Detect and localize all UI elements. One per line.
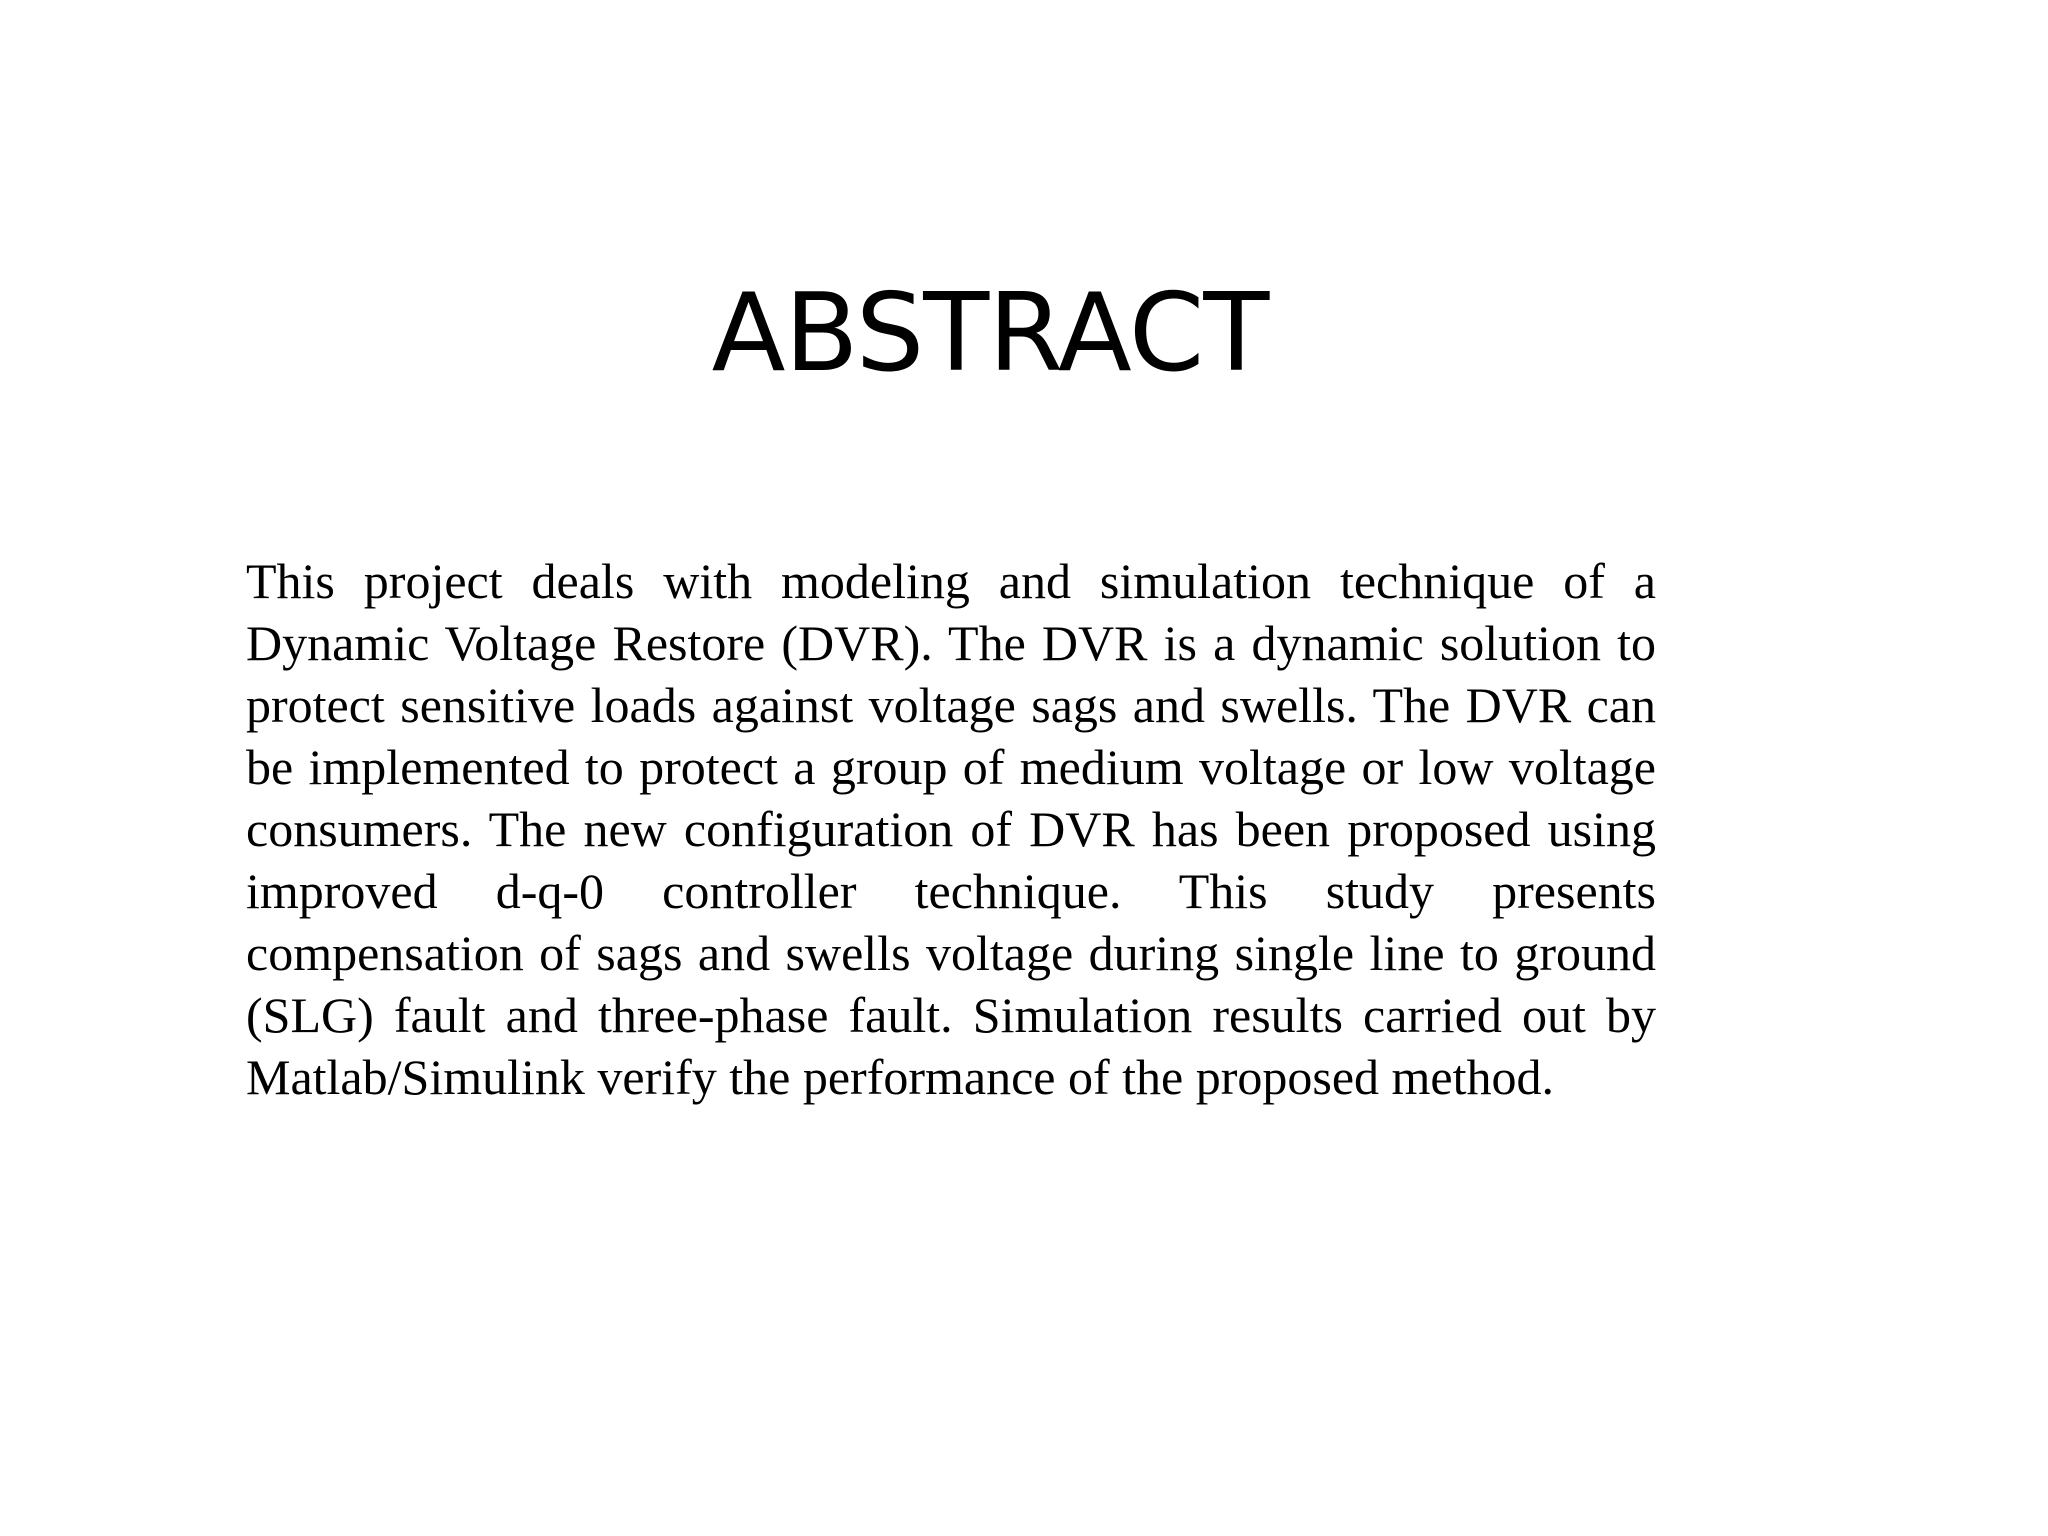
abstract-paragraph: This project deals with modeling and simulation technique of a Dynamic Voltage Restore (DVR). The DVR is a dynamic solution to protect sensitive loads against voltage sags and swells. The DVR can be implemented to protect a group of medium voltage or low voltage consumers. The new configuration of DVR has been proposed using improved d-q-0 controller technique. This study presents compensation of sags and swells voltage during single line to ground (SLG) fault and three-phase fault. Simulation results carried out by Matlab/Simulink verify the performance of the proposed method. — [246, 553, 1656, 1105]
slide-title: ABSTRACT — [711, 271, 1269, 396]
